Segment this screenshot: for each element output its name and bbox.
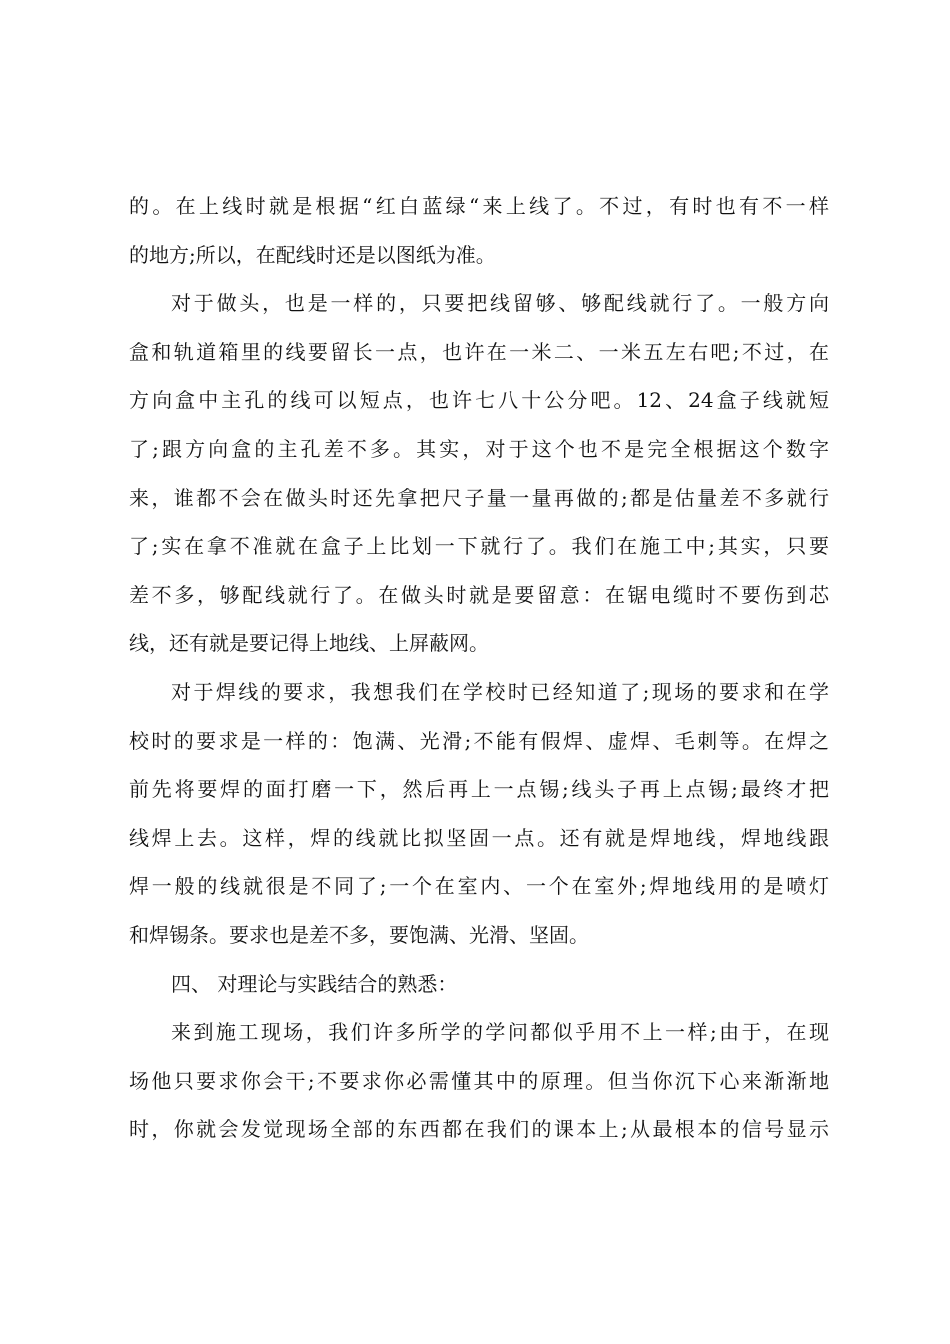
section-heading xyxy=(129,960,829,1009)
text-line: 和焊锡条。要求也是差不多，要饱满、光滑、坚固。 xyxy=(129,922,589,947)
text-line: 对于做头，也是一样的，只要把线留够、够配线就行了。一般方向 xyxy=(171,291,829,316)
text-line: 线，还有就是要记得上地线、上屏蔽网。 xyxy=(129,631,489,656)
document-body xyxy=(129,182,829,1154)
text-line: 校时的要求是一样的：饱满、光滑;不能有假焊、虚焊、毛刺等。在焊之 xyxy=(129,728,829,753)
text-line: 的。在上线时就是根据“红白蓝绿“来上线了。不过，有时也有不一样 xyxy=(129,194,829,218)
text-line: 了;实在拿不准就在盒子上比划一下就行了。我们在施工中;其实，只要 xyxy=(129,534,829,559)
text-line: 方向盒中主孔的线可以短点，也许七八十公分吧。12、24盒子线就短 xyxy=(129,388,829,413)
text-line: 时，你就会发觉现场全部的东西都在我们的课本上;从最根本的信号显示 xyxy=(129,1117,829,1142)
paragraph xyxy=(129,1008,829,1154)
text-line: 对于焊线的要求，我想我们在学校时已经知道了;现场的要求和在学 xyxy=(171,679,829,704)
text-line: 来，谁都不会在做头时还先拿把尺子量一量再做的;都是估量差不多就行 xyxy=(129,485,829,510)
paragraph xyxy=(129,668,829,960)
text-line: 盒和轨道箱里的线要留长一点，也许在一米二、一米五左右吧;不过，在 xyxy=(129,339,829,364)
paragraph xyxy=(129,182,829,279)
text-line: 的地方;所以，在配线时还是以图纸为准。 xyxy=(129,242,496,267)
text-line: 来到施工现场，我们许多所学的学问都似乎用不上一样;由于，在现 xyxy=(171,1020,829,1045)
text-line: 线焊上去。这样，焊的线就比拟坚固一点。还有就是焊地线，焊地线跟 xyxy=(129,825,829,850)
text-line: 了;跟方向盒的主孔差不多。其实，对于这个也不是完全根据这个数字 xyxy=(129,436,829,461)
text-line: 差不多，够配线就行了。在做头时就是要留意：在锯电缆时不要伤到芯 xyxy=(129,582,829,607)
text-line: 焊一般的线就很是不同了;一个在室内、一个在室外;焊地线用的是喷灯 xyxy=(129,874,829,899)
paragraph xyxy=(129,279,829,668)
text-line: 场他只要求你会干;不要求你必需懂其中的原理。但当你沉下心来渐渐地 xyxy=(129,1068,829,1093)
text-line: 四、 对理论与实践结合的熟悉： xyxy=(171,971,458,996)
text-line: 前先将要焊的面打磨一下，然后再上一点锡;线头子再上点锡;最终才把 xyxy=(129,777,829,802)
